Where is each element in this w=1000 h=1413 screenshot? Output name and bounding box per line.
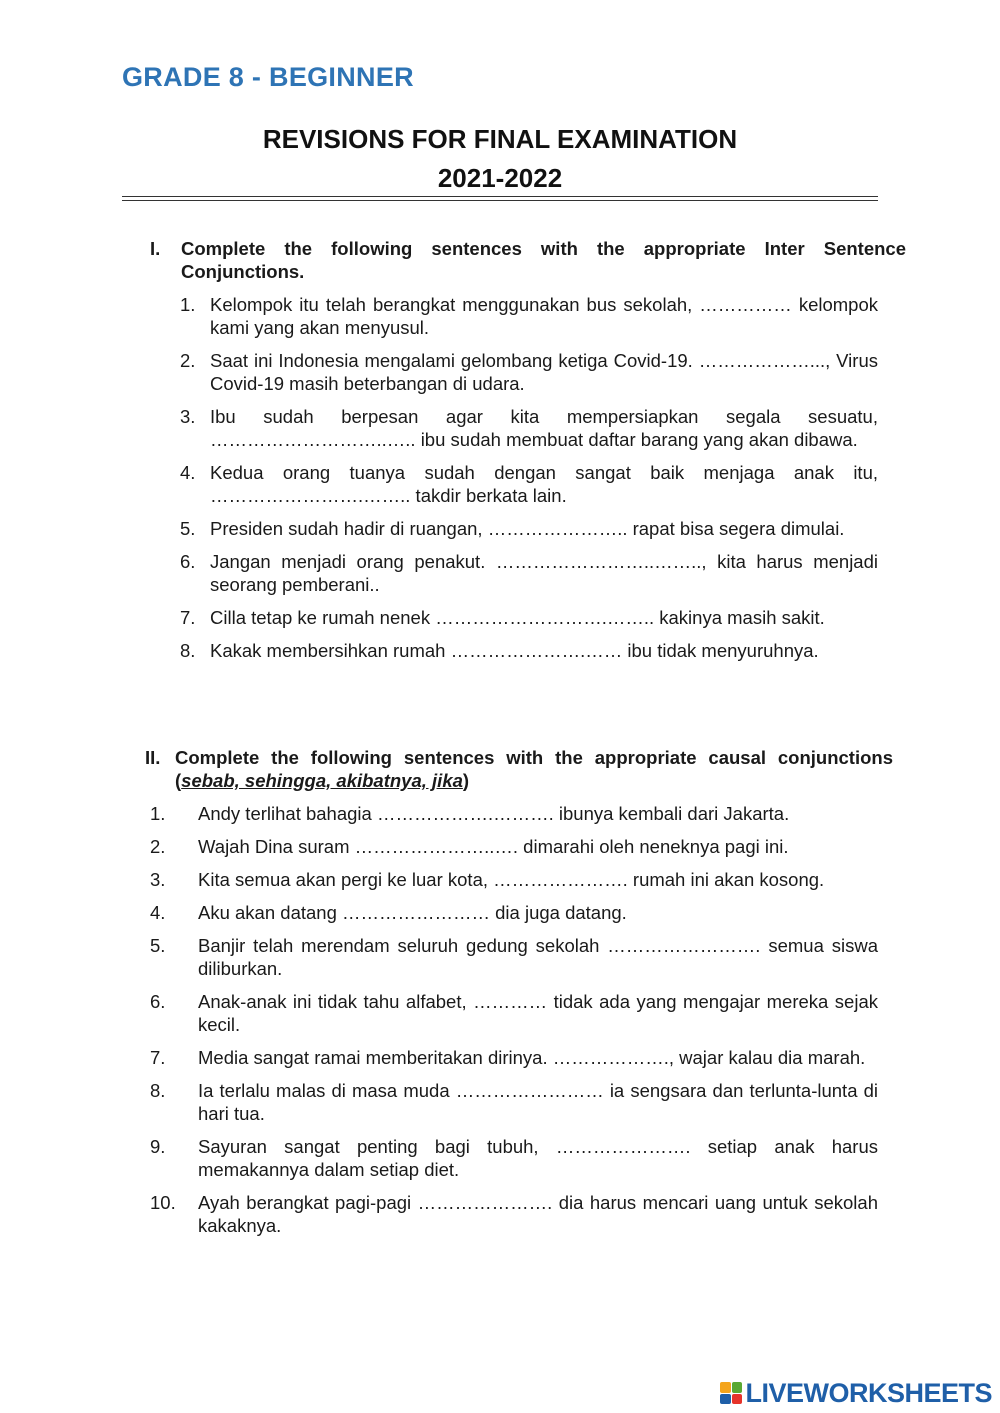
list-item <box>150 1046 878 1069</box>
item-sentence: Kelompok itu telah berangkat menggunakan bus sekolah, …………… kelompok kami yang akan menyusul. <box>210 294 878 338</box>
section-1-instruction: Complete the following sentences with the appropriate Inter Sentence Conjunctions. <box>181 238 906 282</box>
section-1-list <box>180 293 878 672</box>
section-2-instruction-close: ) <box>462 770 470 791</box>
liveworksheets-logo-icon <box>720 1382 742 1404</box>
list-item <box>180 639 878 662</box>
item-number: 8. <box>180 640 196 661</box>
list-item <box>180 293 878 339</box>
item-sentence: Andy terlihat bahagia ……………….………. ibunya kembali dari Jakarta. <box>198 803 790 824</box>
item-number: 6. <box>150 991 166 1012</box>
logo-square <box>732 1394 743 1405</box>
item-number: 7. <box>150 1047 166 1068</box>
list-item <box>150 934 878 980</box>
item-sentence: Banjir telah merendam seluruh gedung sekolah ……………………. semua siswa diliburkan. <box>198 935 878 979</box>
section-2-heading <box>145 746 893 792</box>
item-number: 1. <box>150 803 166 824</box>
list-item <box>180 349 878 395</box>
item-number: 1. <box>180 294 196 315</box>
item-number: 6. <box>180 551 196 572</box>
item-number: 2. <box>180 350 196 371</box>
list-item <box>150 868 878 891</box>
list-item <box>180 405 878 451</box>
list-item <box>150 1191 878 1237</box>
logo-text: LIVEWORKSHEETS <box>745 1377 992 1408</box>
item-sentence: Ibu sudah berpesan agar kita mempersiapkan segala sesuatu, ………………………..….. ibu sudah membuat daftar barang yang akan dibawa. <box>210 406 878 450</box>
list-item <box>150 1135 878 1181</box>
item-number: 8. <box>150 1080 166 1101</box>
item-sentence: Cilla tetap ke rumah nenek ……………………….…….. kakinya masih sakit. <box>210 607 825 628</box>
item-sentence: Aku akan datang …………………… dia juga datang. <box>198 902 627 923</box>
section-2-number: II. <box>145 747 161 768</box>
logo-square <box>720 1382 731 1393</box>
title-divider-top <box>122 196 878 197</box>
page-title: REVISIONS FOR FINAL EXAMINATION <box>262 124 738 154</box>
item-sentence: Wajah Dina suram …………………..…. dimarahi oleh neneknya pagi ini. <box>198 836 789 857</box>
item-sentence: Ayah berangkat pagi-pagi …………………. dia harus mencari uang untuk sekolah kakaknya. <box>198 1192 878 1236</box>
item-sentence: Kita semua akan pergi ke luar kota, …………………. rumah ini akan kosong. <box>198 869 825 890</box>
item-number: 5. <box>180 518 196 539</box>
logo-square <box>732 1382 743 1393</box>
item-sentence: Jangan menjadi orang penakut. ……………………..…….., kita harus menjadi seorang pemberani.. <box>210 551 878 595</box>
section-2-conjunction-options: sebab, sehingga, akibatnya, jika <box>181 770 463 791</box>
item-sentence: Presiden sudah hadir di ruangan, ………………….. rapat bisa segera dimulai. <box>210 518 845 539</box>
grade-label: GRADE 8 - BEGINNER <box>122 62 414 92</box>
item-sentence: Anak-anak ini tidak tahu alfabet, ………… tidak ada yang mengajar mereka sejak kecil. <box>198 991 878 1035</box>
list-item <box>180 606 878 629</box>
section-2-instruction-wrap <box>175 746 893 792</box>
item-number: 7. <box>180 607 196 628</box>
list-item <box>150 990 878 1036</box>
list-item <box>150 802 878 825</box>
item-number: 2. <box>150 836 166 857</box>
list-item <box>150 835 878 858</box>
item-number: 9. <box>150 1136 166 1157</box>
list-item <box>150 901 878 924</box>
item-number: 4. <box>180 462 196 483</box>
list-item <box>150 1079 878 1125</box>
section-2-instruction: Complete the following sentences with the appropriate causal conjunctions ( <box>175 747 893 791</box>
item-sentence: Media sangat ramai memberitakan dirinya. ………………., wajar kalau dia marah. <box>198 1047 866 1068</box>
item-number: 4. <box>150 902 166 923</box>
item-number: 10. <box>150 1192 176 1213</box>
item-sentence: Ia terlalu malas di masa muda …………………… ia sengsara dan terlunta-lunta di hari tua. <box>198 1080 878 1124</box>
section-2-list <box>150 802 878 1247</box>
item-number: 5. <box>150 935 166 956</box>
section-1-heading <box>150 237 906 283</box>
liveworksheets-logo <box>720 1378 992 1408</box>
list-item <box>180 461 878 507</box>
section-1-number: I. <box>150 238 161 259</box>
item-sentence: Kakak membersihkan rumah ………………….…… ibu tidak menyuruhnya. <box>210 640 819 661</box>
item-sentence: Sayuran sangat penting bagi tubuh, …………………. setiap anak harus memakannya dalam setiap diet. <box>198 1136 878 1180</box>
item-sentence: Kedua orang tuanya sudah dengan sangat baik menjaga anak itu, …………………….…….. takdir berkata lain. <box>210 462 878 506</box>
item-number: 3. <box>180 406 196 427</box>
item-sentence: Saat ini Indonesia mengalami gelombang ketiga Covid-19. ………………..., Virus Covid-19 masih beterbangan di udara. <box>210 350 878 394</box>
item-number: 3. <box>150 869 166 890</box>
list-item <box>180 550 878 596</box>
title-divider-bottom <box>122 200 878 201</box>
logo-square <box>720 1394 731 1405</box>
academic-year: 2021-2022 <box>437 163 563 193</box>
list-item <box>180 517 878 540</box>
